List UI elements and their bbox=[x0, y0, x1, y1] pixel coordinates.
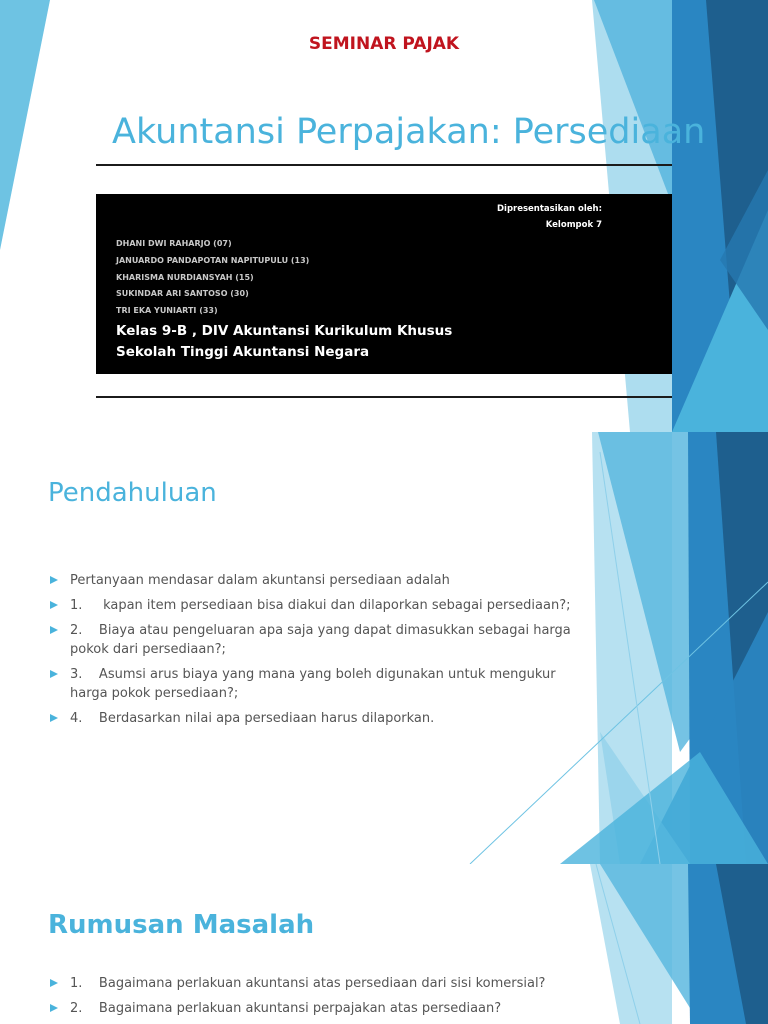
bullet-arrow-icon bbox=[50, 714, 58, 722]
member-name: JANUARDO PANDAPOTAN NAPITUPULU (13) bbox=[116, 255, 310, 265]
class-line: Kelas 9-B , DIV Akuntansi Kurikulum Khusus bbox=[116, 323, 453, 339]
bullet-list bbox=[48, 974, 578, 1024]
section-title: Pendahuluan bbox=[48, 478, 217, 508]
bullet-arrow-icon bbox=[50, 1004, 58, 1012]
list-item bbox=[48, 621, 578, 659]
bullet-arrow-icon bbox=[50, 670, 58, 678]
member-name: KHARISMA NURDIANSYAH (15) bbox=[116, 272, 254, 282]
intro-slide bbox=[0, 432, 768, 864]
list-item bbox=[48, 999, 578, 1018]
seminar-label: SEMINAR PAJAK bbox=[308, 34, 460, 54]
list-item bbox=[48, 571, 578, 590]
school-line: Sekolah Tinggi Akuntansi Negara bbox=[116, 344, 370, 360]
bullet-text: 2. Biaya atau pengeluaran apa saja yang dapat dimasukkan sebagai harga pokok dari persediaan?; bbox=[70, 623, 571, 657]
bullet-arrow-icon bbox=[50, 576, 58, 584]
title-slide bbox=[0, 0, 768, 432]
bullet-text: 2. Bagaimana perlakuan akuntansi perpajakan atas persediaan? bbox=[70, 1001, 502, 1016]
presenter-box bbox=[96, 194, 672, 374]
class-info bbox=[116, 321, 452, 363]
top-divider bbox=[96, 164, 672, 166]
bullet-arrow-icon bbox=[50, 601, 58, 609]
bullet-text: 3. Asumsi arus biaya yang mana yang boleh digunakan untuk mengukur harga pokok persediaan?; bbox=[70, 667, 556, 701]
list-item bbox=[48, 665, 578, 703]
member-name: DHANI DWI RAHARJO (07) bbox=[116, 239, 232, 248]
problem-slide bbox=[0, 864, 768, 1024]
bullet-list bbox=[48, 571, 578, 734]
presentation-title: Akuntansi Perpajakan: Persediaan bbox=[112, 112, 706, 152]
bullet-text: 1. Bagaimana perlakuan akuntansi atas persediaan dari sisi komersial? bbox=[70, 976, 546, 991]
member-name: TRI EKA YUNIARTI (33) bbox=[116, 306, 218, 316]
list-item bbox=[48, 974, 578, 993]
list-item bbox=[48, 596, 578, 615]
member-list bbox=[116, 236, 309, 320]
bottom-divider bbox=[96, 396, 672, 398]
bullet-text: Pertanyaan mendasar dalam akuntansi persediaan adalah bbox=[70, 573, 450, 588]
presented-by-label: Dipresentasikan oleh: bbox=[496, 204, 602, 214]
bullet-text: 4. Berdasarkan nilai apa persediaan harus dilaporkan. bbox=[70, 711, 435, 726]
bullet-arrow-icon bbox=[50, 979, 58, 987]
group-label: Kelompok 7 bbox=[545, 220, 602, 230]
member-name: SUKINDAR ARI SANTOSO (30) bbox=[116, 289, 249, 299]
section-title: Rumusan Masalah bbox=[48, 910, 315, 940]
list-item bbox=[48, 709, 578, 728]
bullet-text: 1. kapan item persediaan bisa diakui dan dilaporkan sebagai persediaan?; bbox=[70, 598, 571, 613]
bullet-arrow-icon bbox=[50, 626, 58, 634]
